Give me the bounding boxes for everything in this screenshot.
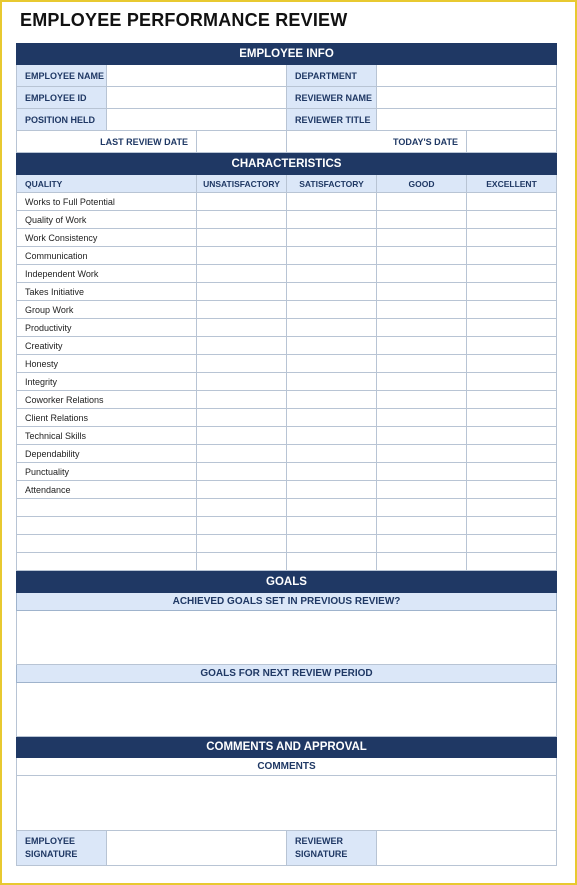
reviewer-title-field[interactable] — [376, 109, 557, 131]
rating-cell-satisfactory[interactable] — [286, 265, 376, 283]
rating-cell-unsatisfactory[interactable] — [196, 355, 286, 373]
rating-cell-excellent[interactable] — [466, 409, 557, 427]
characteristics-header: CHARACTERISTICS — [16, 153, 557, 175]
next-goals-field[interactable] — [16, 683, 557, 737]
rating-cell-unsatisfactory[interactable] — [196, 463, 286, 481]
rating-cell-excellent[interactable] — [466, 355, 557, 373]
rating-cell-satisfactory[interactable] — [286, 337, 376, 355]
quality-label: Takes Initiative — [16, 283, 196, 301]
rating-cell-satisfactory[interactable] — [286, 373, 376, 391]
todays-date-field[interactable] — [466, 131, 557, 153]
rating-cell-excellent[interactable] — [466, 247, 557, 265]
rating-cell-satisfactory[interactable] — [286, 427, 376, 445]
rating-cell-good[interactable] — [376, 445, 466, 463]
rating-cell-satisfactory[interactable] — [286, 553, 376, 571]
rating-cell-unsatisfactory[interactable] — [196, 193, 286, 211]
quality-label: Productivity — [16, 319, 196, 337]
rating-cell-satisfactory[interactable] — [286, 319, 376, 337]
comments-approval-header: COMMENTS AND APPROVAL — [16, 737, 557, 758]
rating-cell-satisfactory[interactable] — [286, 535, 376, 553]
rating-cell-excellent[interactable] — [466, 193, 557, 211]
rating-cell-excellent[interactable] — [466, 427, 557, 445]
rating-cell-unsatisfactory[interactable] — [196, 373, 286, 391]
rating-cell-good[interactable] — [376, 481, 466, 499]
position-held-field[interactable] — [106, 109, 286, 131]
quality-label — [16, 499, 196, 517]
rating-cell-good[interactable] — [376, 301, 466, 319]
rating-cell-excellent[interactable] — [466, 265, 557, 283]
rating-cell-excellent[interactable] — [466, 211, 557, 229]
rating-cell-good[interactable] — [376, 499, 466, 517]
quality-label: Works to Full Potential — [16, 193, 196, 211]
position-held-label: POSITION HELD — [16, 109, 106, 131]
quality-label: Quality of Work — [16, 211, 196, 229]
rating-cell-satisfactory[interactable] — [286, 391, 376, 409]
rating-cell-satisfactory[interactable] — [286, 355, 376, 373]
rating-cell-satisfactory[interactable] — [286, 247, 376, 265]
quality-label: Communication — [16, 247, 196, 265]
rating-cell-unsatisfactory[interactable] — [196, 283, 286, 301]
rating-cell-excellent[interactable] — [466, 499, 557, 517]
review-dates-row — [16, 131, 557, 153]
quality-label: Integrity — [16, 373, 196, 391]
rating-cell-excellent[interactable] — [466, 301, 557, 319]
signature-row — [16, 831, 557, 866]
employee-info-grid — [16, 65, 557, 131]
rating-cell-unsatisfactory[interactable] — [196, 337, 286, 355]
employee-name-field[interactable] — [106, 65, 286, 87]
rating-cell-good[interactable] — [376, 247, 466, 265]
rating-cell-satisfactory[interactable] — [286, 499, 376, 517]
last-review-date-label: LAST REVIEW DATE — [16, 131, 196, 153]
comments-field[interactable] — [16, 776, 557, 831]
achieved-goals-label: ACHIEVED GOALS SET IN PREVIOUS REVIEW? — [16, 593, 557, 611]
column-header: EXCELLENT — [466, 175, 557, 193]
rating-cell-unsatisfactory[interactable] — [196, 211, 286, 229]
characteristics-table — [16, 175, 557, 571]
employee-name-label: EMPLOYEE NAME — [16, 65, 106, 87]
quality-label: Independent Work — [16, 265, 196, 283]
quality-label: Attendance — [16, 481, 196, 499]
rating-cell-good[interactable] — [376, 391, 466, 409]
rating-cell-unsatisfactory[interactable] — [196, 409, 286, 427]
column-header: GOOD — [376, 175, 466, 193]
employee-info-header: EMPLOYEE INFO — [16, 43, 557, 65]
rating-cell-good[interactable] — [376, 535, 466, 553]
rating-cell-satisfactory[interactable] — [286, 283, 376, 301]
quality-label: Technical Skills — [16, 427, 196, 445]
rating-cell-unsatisfactory[interactable] — [196, 535, 286, 553]
employee-id-field[interactable] — [106, 87, 286, 109]
rating-cell-good[interactable] — [376, 409, 466, 427]
rating-cell-good[interactable] — [376, 229, 466, 247]
rating-cell-unsatisfactory[interactable] — [196, 427, 286, 445]
rating-cell-good[interactable] — [376, 211, 466, 229]
department-field[interactable] — [376, 65, 557, 87]
review-form — [16, 43, 557, 866]
rating-cell-excellent[interactable] — [466, 229, 557, 247]
quality-label — [16, 553, 196, 571]
comments-label: COMMENTS — [16, 758, 557, 776]
rating-cell-unsatisfactory[interactable] — [196, 247, 286, 265]
quality-label — [16, 517, 196, 535]
rating-cell-unsatisfactory[interactable] — [196, 229, 286, 247]
rating-cell-excellent[interactable] — [466, 373, 557, 391]
rating-cell-excellent[interactable] — [466, 445, 557, 463]
rating-cell-good[interactable] — [376, 337, 466, 355]
rating-cell-unsatisfactory[interactable] — [196, 445, 286, 463]
rating-cell-satisfactory[interactable] — [286, 463, 376, 481]
rating-cell-satisfactory[interactable] — [286, 193, 376, 211]
reviewer-title-label: REVIEWER TITLE — [286, 109, 376, 131]
rating-cell-unsatisfactory[interactable] — [196, 499, 286, 517]
quality-label — [16, 535, 196, 553]
rating-cell-unsatisfactory[interactable] — [196, 553, 286, 571]
rating-cell-satisfactory[interactable] — [286, 301, 376, 319]
quality-label: Dependability — [16, 445, 196, 463]
rating-cell-excellent[interactable] — [466, 391, 557, 409]
rating-cell-excellent[interactable] — [466, 553, 557, 571]
quality-label: Creativity — [16, 337, 196, 355]
rating-cell-unsatisfactory[interactable] — [196, 319, 286, 337]
rating-cell-good[interactable] — [376, 193, 466, 211]
goals-header: GOALS — [16, 571, 557, 593]
rating-cell-good[interactable] — [376, 427, 466, 445]
rating-cell-satisfactory[interactable] — [286, 481, 376, 499]
reviewer-signature-field[interactable] — [376, 831, 557, 866]
rating-cell-satisfactory[interactable] — [286, 517, 376, 535]
rating-cell-excellent[interactable] — [466, 535, 557, 553]
rating-cell-excellent[interactable] — [466, 337, 557, 355]
column-header: UNSATISFACTORY — [196, 175, 286, 193]
reviewer-signature-line2: SIGNATURE — [295, 849, 348, 859]
rating-cell-unsatisfactory[interactable] — [196, 301, 286, 319]
rating-cell-unsatisfactory[interactable] — [196, 391, 286, 409]
rating-cell-good[interactable] — [376, 319, 466, 337]
rating-cell-unsatisfactory[interactable] — [196, 481, 286, 499]
todays-date-label: TODAY'S DATE — [286, 131, 466, 153]
quality-label: Client Relations — [16, 409, 196, 427]
employee-signature-line1: EMPLOYEE — [25, 836, 76, 846]
rating-cell-excellent[interactable] — [466, 283, 557, 301]
page-title: EMPLOYEE PERFORMANCE REVIEW — [20, 10, 348, 30]
rating-cell-excellent[interactable] — [466, 517, 557, 535]
quality-label: Work Consistency — [16, 229, 196, 247]
rating-cell-good[interactable] — [376, 517, 466, 535]
employee-signature-line2: SIGNATURE — [25, 849, 78, 859]
employee-signature-field[interactable] — [106, 831, 286, 866]
rating-cell-good[interactable] — [376, 373, 466, 391]
quality-label: Coworker Relations — [16, 391, 196, 409]
rating-cell-satisfactory[interactable] — [286, 229, 376, 247]
reviewer-signature-line1: REVIEWER — [295, 836, 344, 846]
rating-cell-satisfactory[interactable] — [286, 445, 376, 463]
rating-cell-good[interactable] — [376, 355, 466, 373]
last-review-date-field[interactable] — [196, 131, 286, 153]
rating-cell-excellent[interactable] — [466, 481, 557, 499]
rating-cell-good[interactable] — [376, 463, 466, 481]
employee-id-label: EMPLOYEE ID — [16, 87, 106, 109]
achieved-goals-field[interactable] — [16, 611, 557, 665]
rating-cell-good[interactable] — [376, 265, 466, 283]
rating-cell-excellent[interactable] — [466, 319, 557, 337]
column-header: QUALITY — [16, 175, 196, 193]
column-header: SATISFACTORY — [286, 175, 376, 193]
reviewer-name-label: REVIEWER NAME — [286, 87, 376, 109]
rating-cell-excellent[interactable] — [466, 463, 557, 481]
reviewer-name-field[interactable] — [376, 87, 557, 109]
department-label: DEPARTMENT — [286, 65, 376, 87]
reviewer-signature-label — [286, 831, 376, 866]
rating-cell-unsatisfactory[interactable] — [196, 517, 286, 535]
next-goals-label: GOALS FOR NEXT REVIEW PERIOD — [16, 665, 557, 683]
rating-cell-unsatisfactory[interactable] — [196, 265, 286, 283]
rating-cell-satisfactory[interactable] — [286, 211, 376, 229]
rating-cell-satisfactory[interactable] — [286, 409, 376, 427]
employee-signature-label — [16, 831, 106, 866]
quality-label: Punctuality — [16, 463, 196, 481]
quality-label: Group Work — [16, 301, 196, 319]
quality-label: Honesty — [16, 355, 196, 373]
rating-cell-good[interactable] — [376, 553, 466, 571]
rating-cell-good[interactable] — [376, 283, 466, 301]
